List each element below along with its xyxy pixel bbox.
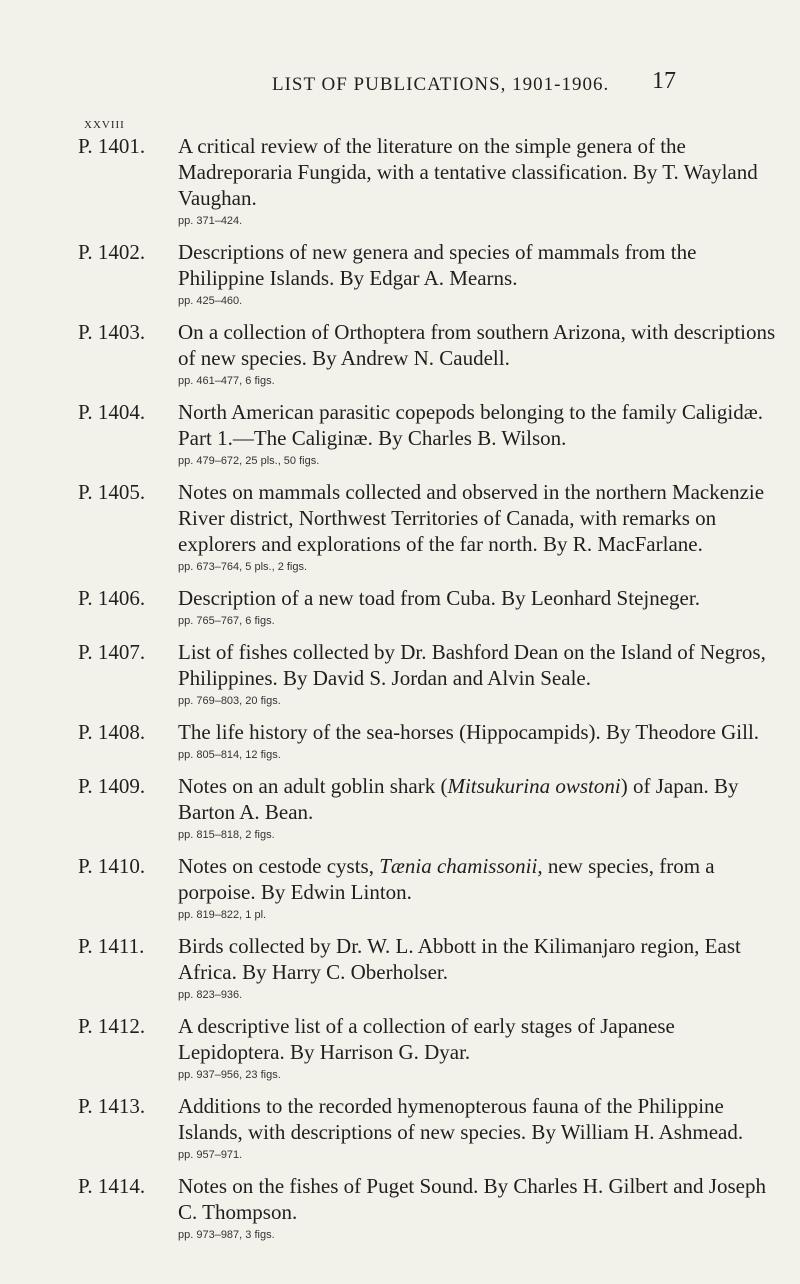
- entry-title-text: Notes on cestode cysts,: [178, 854, 380, 878]
- entry-number: P. 1410.: [78, 854, 146, 878]
- entry-title: [178, 773, 778, 825]
- entry-title: Description of a new toad from Cuba. By Leonhard Stejneger.: [178, 586, 700, 610]
- entry-number: P. 1402.: [78, 240, 146, 264]
- entry-title: Birds collected by Dr. W. L. Abbott in the Kilimanjaro region, East Africa. By Harry C. Oberholser.: [178, 934, 741, 984]
- entry-title: [178, 853, 778, 905]
- entry-number: P. 1413.: [78, 1094, 146, 1118]
- publication-list: [78, 133, 778, 1253]
- entry-number: P. 1412.: [78, 1014, 146, 1038]
- entry-title-text: Notes on an adult goblin shark (: [178, 774, 448, 798]
- entry-pages: pp. 479–672, 25 pls., 50 figs.: [178, 455, 320, 467]
- entry-title-text: ) of Japan. By Barton A. Bean.: [178, 774, 739, 824]
- entry-number: P. 1401.: [78, 134, 146, 158]
- entry-pages: pp. 769–803, 20 figs.: [178, 695, 281, 707]
- publication-entry: [78, 1093, 778, 1163]
- publication-entry: [78, 639, 778, 709]
- publication-entry: [78, 319, 778, 389]
- page-header: [0, 66, 800, 96]
- publication-entry: [78, 719, 778, 763]
- entry-title: Additions to the recorded hymenopterous fauna of the Philippine Islands, with descriptions of new species. By William H. Ashmead.: [178, 1094, 744, 1144]
- entry-number: P. 1414.: [78, 1174, 146, 1198]
- publication-entry: [78, 133, 778, 229]
- entry-title: On a collection of Orthoptera from southern Arizona, with descriptions of new species. By Andrew N. Caudell.: [178, 320, 776, 370]
- entry-number: P. 1406.: [78, 586, 146, 610]
- publication-entry: [78, 1173, 778, 1243]
- entry-number: P. 1407.: [78, 640, 146, 664]
- entry-pages: pp. 425–460.: [178, 295, 243, 307]
- entry-pages: pp. 805–814, 12 figs.: [178, 749, 281, 761]
- entry-number: P. 1403.: [78, 320, 146, 344]
- entry-title: Notes on mammals collected and observed in the northern Mackenzie River district, Northwest Territories of Canada, with remarks on explorers and explorations of the far north. By R. MacFarlane.: [178, 480, 765, 556]
- entry-title: Notes on the fishes of Puget Sound. By Charles H. Gilbert and Joseph C. Thompson.: [178, 1174, 766, 1224]
- entry-pages: pp. 673–764, 5 pls., 2 figs.: [178, 561, 308, 573]
- entry-pages: pp. 973–987, 3 figs.: [178, 1229, 275, 1241]
- publication-entry: [78, 933, 778, 1003]
- publication-entry: [78, 239, 778, 309]
- entry-number: P. 1405.: [78, 480, 146, 504]
- volume-number: XXVIII: [84, 119, 125, 131]
- entry-pages: pp. 823–936.: [178, 989, 243, 1001]
- publication-entry: [78, 585, 778, 629]
- publication-entry: [78, 399, 778, 469]
- entry-pages: pp. 765–767, 6 figs.: [178, 615, 275, 627]
- entry-pages: pp. 819–822, 1 pl.: [178, 909, 267, 921]
- entry-pages: pp. 937–956, 23 figs.: [178, 1069, 281, 1081]
- entry-title-text: , new species, from a porpoise. By Edwin Linton.: [178, 854, 715, 904]
- species-name: Tænia chamissonii: [379, 854, 538, 878]
- entry-title: Descriptions of new genera and species of mammals from the Philippine Islands. By Edgar A. Mearns.: [178, 240, 697, 290]
- entry-pages: pp. 957–971.: [178, 1149, 243, 1161]
- publication-entry: [78, 853, 778, 923]
- entry-number: P. 1409.: [78, 774, 146, 798]
- entry-pages: pp. 371–424.: [178, 215, 243, 227]
- publication-entry: [78, 773, 778, 843]
- publication-entry: [78, 1013, 778, 1083]
- entry-title: List of fishes collected by Dr. Bashford Dean on the Island of Negros, Philippines. By David S. Jordan and Alvin Seale.: [178, 640, 766, 690]
- entry-pages: pp. 815–818, 2 figs.: [178, 829, 275, 841]
- publication-entry: [78, 479, 778, 575]
- entry-number: P. 1408.: [78, 720, 146, 744]
- entry-title: The life history of the sea-horses (Hippocampids). By Theodore Gill.: [178, 720, 760, 744]
- entry-title: A descriptive list of a collection of early stages of Japanese Lepidoptera. By Harrison G. Dyar.: [178, 1014, 675, 1064]
- entry-number: P. 1404.: [78, 400, 146, 424]
- entry-pages: pp. 461–477, 6 figs.: [178, 375, 275, 387]
- page-number: 17: [652, 68, 676, 94]
- species-name: Mitsukurina owstoni: [447, 774, 621, 798]
- entry-title: A critical review of the literature on the simple genera of the Madreporaria Fungida, with a tentative classification. By T. Wayland Vaughan.: [178, 134, 758, 210]
- entry-title: North American parasitic copepods belonging to the family Caligidæ. Part 1.—The Caliginæ. By Charles B. Wilson.: [178, 400, 763, 450]
- entry-number: P. 1411.: [78, 934, 145, 958]
- running-title: LIST OF PUBLICATIONS, 1901-1906.: [272, 74, 610, 95]
